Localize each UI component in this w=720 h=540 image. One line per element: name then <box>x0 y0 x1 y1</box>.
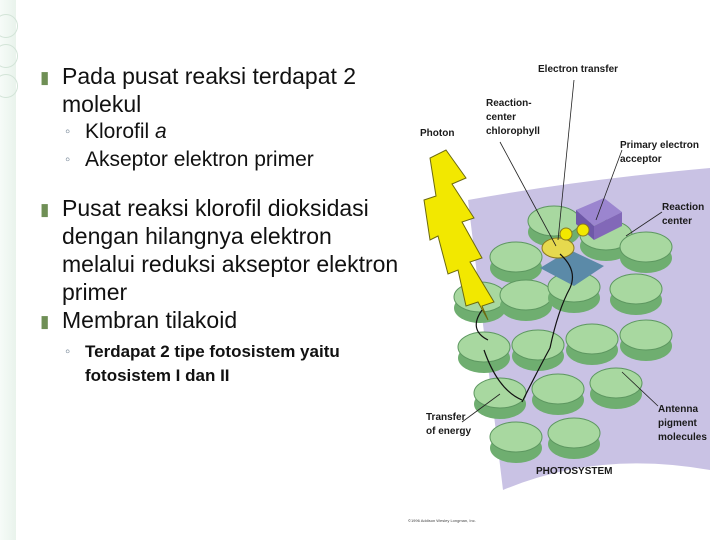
photosystem-diagram <box>408 50 710 530</box>
bullet-text: Pusat reaksi klorofil dioksidasi dengan hilangnya elektron melalui reduksi akseptor elektron primer <box>62 195 399 305</box>
bullet-list <box>40 62 400 388</box>
sub-bullet-emphasis: a <box>155 120 167 143</box>
decorative-ring <box>0 44 18 68</box>
decorative-ring <box>0 14 18 38</box>
sub-bullet-item <box>63 340 400 388</box>
label-reaction-center-chlorophyll: Reaction- <box>486 98 532 109</box>
sub-bullet-item <box>63 146 400 174</box>
bullet-item <box>40 194 400 306</box>
bullet-text: Membran tilakoid <box>62 307 238 333</box>
bullet-icon: ▮ <box>40 312 50 331</box>
label-reaction-center-chlorophyll: center <box>486 112 517 123</box>
label-transfer-of-energy: of energy <box>426 426 472 437</box>
label-photon: Photon <box>420 128 455 139</box>
circle-bullet-icon: ◦ <box>65 123 71 140</box>
decorative-side-bar <box>0 0 16 540</box>
decorative-ring <box>0 74 18 98</box>
sub-bullet-text: Akseptor elektron primer <box>85 148 314 171</box>
bullet-icon: ▮ <box>40 200 50 219</box>
label-primary-electron-acceptor: Primary electron <box>620 140 699 151</box>
sub-bullet-text: Terdapat 2 tipe fotosistem yaitu fotosistem I dan II <box>85 342 340 385</box>
label-antenna-pigment-molecules: Antenna <box>658 404 698 415</box>
sub-bullet-item <box>63 118 400 146</box>
label-antenna-pigment-molecules: molecules <box>658 432 707 443</box>
label-transfer-of-energy: Transfer <box>426 412 466 423</box>
circle-bullet-icon: ◦ <box>65 151 71 168</box>
bullet-icon: ▮ <box>40 68 50 87</box>
label-primary-electron-acceptor: acceptor <box>620 154 662 165</box>
label-reaction-center-chlorophyll: chlorophyll <box>486 126 540 137</box>
label-electron-transfer: Electron transfer <box>538 64 619 75</box>
photosystem-figure <box>408 50 710 530</box>
label-reaction-center: Reaction <box>662 202 705 213</box>
circle-bullet-icon: ◦ <box>65 343 71 360</box>
copyright-notice: ©1996 Addison Wesley Longman, Inc. <box>408 518 476 523</box>
label-reaction-center: center <box>662 216 693 227</box>
label-antenna-pigment-molecules: pigment <box>658 418 697 429</box>
bullet-item <box>40 62 400 118</box>
sub-bullet-text: Klorofil <box>85 120 156 143</box>
bullet-text: Pada pusat reaksi terdapat 2 molekul <box>62 63 357 117</box>
label-photosystem: PHOTOSYSTEM <box>536 466 613 477</box>
bullet-item <box>40 306 400 334</box>
